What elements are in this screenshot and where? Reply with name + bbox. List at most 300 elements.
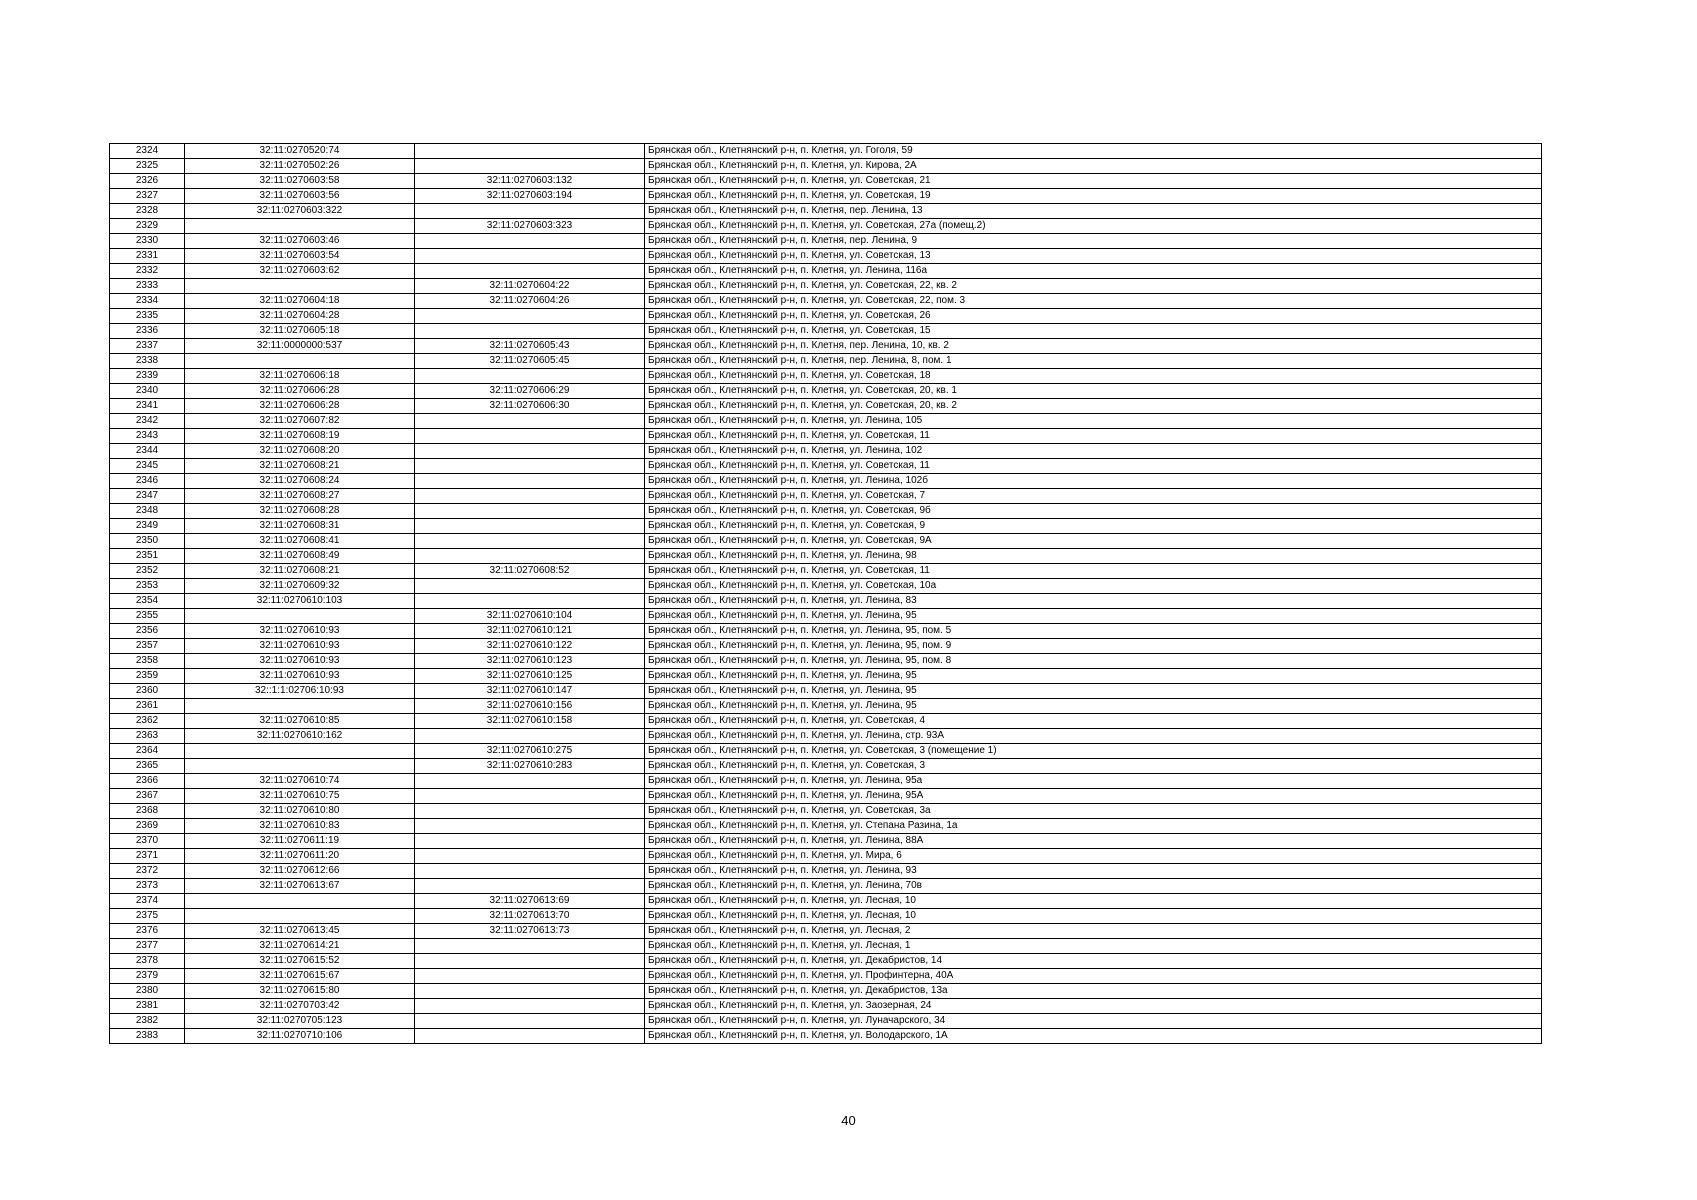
cadastral-number-cell: 32:11:0270502:26 [185,159,415,174]
row-number-cell: 2362 [110,714,185,729]
row-number-cell: 2370 [110,834,185,849]
row-number-cell: 2340 [110,384,185,399]
address-cell: Брянская обл., Клетнянский р-н, п. Клетня, ул. Ленина, 70в [645,879,1542,894]
row-number-cell: 2374 [110,894,185,909]
cadastral-number-cell: 32:11:0270608:21 [185,459,415,474]
row-number-cell: 2337 [110,339,185,354]
address-cell: Брянская обл., Клетнянский р-н, п. Клетня, ул. Советская, 19 [645,189,1542,204]
related-cadastral-number-cell: 32:11:0270610:121 [415,624,645,639]
table-row [110,999,1542,1014]
row-number-cell: 2375 [110,909,185,924]
cadastral-number-cell: 32:11:0270603:56 [185,189,415,204]
cadastral-number-cell: 32:11:0270605:18 [185,324,415,339]
cadastral-number-cell [185,894,415,909]
row-number-cell: 2343 [110,429,185,444]
table-row [110,819,1542,834]
table-row [110,969,1542,984]
related-cadastral-number-cell: 32:11:0270606:29 [415,384,645,399]
address-cell: Брянская обл., Клетнянский р-н, п. Клетня, ул. Советская, 15 [645,324,1542,339]
table-row [110,369,1542,384]
related-cadastral-number-cell [415,939,645,954]
cadastral-number-cell: 32:11:0270608:21 [185,564,415,579]
address-cell: Брянская обл., Клетнянский р-н, п. Клетня, ул. Советская, 4 [645,714,1542,729]
table-row [110,744,1542,759]
row-number-cell: 2334 [110,294,185,309]
address-cell: Брянская обл., Клетнянский р-н, п. Клетня, ул. Советская, 9 [645,519,1542,534]
table-row [110,609,1542,624]
related-cadastral-number-cell: 32:11:0270603:323 [415,219,645,234]
row-number-cell: 2381 [110,999,185,1014]
row-number-cell: 2383 [110,1029,185,1044]
row-number-cell: 2365 [110,759,185,774]
related-cadastral-number-cell [415,474,645,489]
related-cadastral-number-cell [415,414,645,429]
address-cell: Брянская обл., Клетнянский р-н, п. Клетня, ул. Ленина, стр. 93А [645,729,1542,744]
row-number-cell: 2356 [110,624,185,639]
table-row [110,714,1542,729]
related-cadastral-number-cell [415,159,645,174]
address-cell: Брянская обл., Клетнянский р-н, п. Клетня, ул. Советская, 20, кв. 1 [645,384,1542,399]
row-number-cell: 2326 [110,174,185,189]
cadastral-number-cell: 32:11:0270610:80 [185,804,415,819]
row-number-cell: 2369 [110,819,185,834]
cadastral-number-cell: 32:11:0270614:21 [185,939,415,954]
address-cell: Брянская обл., Клетнянский р-н, п. Клетня, ул. Советская, 22, пом. 3 [645,294,1542,309]
row-number-cell: 2361 [110,699,185,714]
cadastral-number-cell: 32:11:0270610:74 [185,774,415,789]
table-row [110,354,1542,369]
cadastral-number-cell: 32:11:0270610:162 [185,729,415,744]
row-number-cell: 2329 [110,219,185,234]
address-cell: Брянская обл., Клетнянский р-н, п. Клетня, ул. Ленина, 105 [645,414,1542,429]
related-cadastral-number-cell [415,729,645,744]
related-cadastral-number-cell: 32:11:0270613:73 [415,924,645,939]
related-cadastral-number-cell: 32:11:0270610:147 [415,684,645,699]
cadastral-number-cell: 32:11:0270603:46 [185,234,415,249]
address-cell: Брянская обл., Клетнянский р-н, п. Клетня, ул. Декабристов, 13а [645,984,1542,999]
table-row [110,669,1542,684]
address-cell: Брянская обл., Клетнянский р-н, п. Клетня, ул. Советская, 3 [645,759,1542,774]
address-cell: Брянская обл., Клетнянский р-н, п. Клетня, ул. Ленина, 95, пом. 5 [645,624,1542,639]
cadastral-number-cell: 32:11:0270615:67 [185,969,415,984]
related-cadastral-number-cell [415,489,645,504]
table-row [110,519,1542,534]
address-cell: Брянская обл., Клетнянский р-н, п. Клетня, ул. Советская, 11 [645,429,1542,444]
address-cell: Брянская обл., Клетнянский р-н, п. Клетня, пер. Ленина, 9 [645,234,1542,249]
cadastral-number-cell: 32:11:0270607:82 [185,414,415,429]
related-cadastral-number-cell: 32:11:0270610:275 [415,744,645,759]
cadastral-number-cell: 32:11:0270520:74 [185,144,415,159]
address-cell: Брянская обл., Клетнянский р-н, п. Клетня, ул. Кирова, 2А [645,159,1542,174]
table-row [110,639,1542,654]
cadastral-number-cell: 32:11:0270608:41 [185,534,415,549]
table-row [110,144,1542,159]
related-cadastral-number-cell [415,429,645,444]
address-cell: Брянская обл., Клетнянский р-н, п. Клетня, ул. Ленина, 83 [645,594,1542,609]
address-cell: Брянская обл., Клетнянский р-н, п. Клетня, ул. Ленина, 95А [645,789,1542,804]
related-cadastral-number-cell [415,444,645,459]
row-number-cell: 2338 [110,354,185,369]
related-cadastral-number-cell [415,504,645,519]
table-row [110,774,1542,789]
related-cadastral-number-cell [415,849,645,864]
address-cell: Брянская обл., Клетнянский р-н, п. Клетня, ул. Советская, 7 [645,489,1542,504]
address-cell: Брянская обл., Клетнянский р-н, п. Клетня, ул. Ленина, 95 [645,684,1542,699]
address-cell: Брянская обл., Клетнянский р-н, п. Клетня, ул. Советская, 3 (помещение 1) [645,744,1542,759]
related-cadastral-number-cell [415,204,645,219]
table-row [110,759,1542,774]
address-cell: Брянская обл., Клетнянский р-н, п. Клетня, ул. Ленина, 116а [645,264,1542,279]
cadastral-number-cell [185,219,415,234]
address-cell: Брянская обл., Клетнянский р-н, п. Клетня, ул. Лесная, 2 [645,924,1542,939]
cadastral-number-cell: 32:11:0000000:537 [185,339,415,354]
related-cadastral-number-cell [415,144,645,159]
related-cadastral-number-cell [415,879,645,894]
table-row [110,564,1542,579]
related-cadastral-number-cell: 32:11:0270613:69 [415,894,645,909]
table-row [110,189,1542,204]
row-number-cell: 2351 [110,549,185,564]
cadastral-number-cell: 32:11:0270611:20 [185,849,415,864]
row-number-cell: 2371 [110,849,185,864]
cadastral-number-cell: 32:11:0270606:28 [185,399,415,414]
address-cell: Брянская обл., Клетнянский р-н, п. Клетня, ул. Лесная, 10 [645,909,1542,924]
row-number-cell: 2380 [110,984,185,999]
row-number-cell: 2347 [110,489,185,504]
address-cell: Брянская обл., Клетнянский р-н, п. Клетня, ул. Ленина, 102б [645,474,1542,489]
table-row [110,924,1542,939]
cadastral-number-cell: 32:11:0270608:28 [185,504,415,519]
table-row [110,1014,1542,1029]
cadastral-number-cell: 32:11:0270610:83 [185,819,415,834]
row-number-cell: 2333 [110,279,185,294]
table-row [110,849,1542,864]
table-row [110,534,1542,549]
row-number-cell: 2367 [110,789,185,804]
cadastral-number-cell: 32:11:0270610:75 [185,789,415,804]
row-number-cell: 2364 [110,744,185,759]
row-number-cell: 2345 [110,459,185,474]
address-cell: Брянская обл., Клетнянский р-н, п. Клетня, ул. Советская, 22, кв. 2 [645,279,1542,294]
cadastral-number-cell: 32:11:0270610:93 [185,624,415,639]
row-number-cell: 2332 [110,264,185,279]
cadastral-number-cell: 32:11:0270610:103 [185,594,415,609]
row-number-cell: 2363 [110,729,185,744]
address-cell: Брянская обл., Клетнянский р-н, п. Клетня, ул. Советская, 20, кв. 2 [645,399,1542,414]
table-row [110,654,1542,669]
table-row [110,699,1542,714]
related-cadastral-number-cell [415,309,645,324]
table-row [110,624,1542,639]
related-cadastral-number-cell [415,534,645,549]
related-cadastral-number-cell: 32:11:0270605:45 [415,354,645,369]
table-row [110,504,1542,519]
table-row [110,294,1542,309]
table-row [110,219,1542,234]
row-number-cell: 2341 [110,399,185,414]
cadastral-number-cell [185,744,415,759]
cadastral-number-cell [185,609,415,624]
table-row [110,789,1542,804]
table-row [110,489,1542,504]
related-cadastral-number-cell: 32:11:0270610:123 [415,654,645,669]
row-number-cell: 2339 [110,369,185,384]
row-number-cell: 2378 [110,954,185,969]
related-cadastral-number-cell [415,984,645,999]
row-number-cell: 2382 [110,1014,185,1029]
related-cadastral-number-cell [415,969,645,984]
address-cell: Брянская обл., Клетнянский р-н, п. Клетня, ул. Луначарского, 34 [645,1014,1542,1029]
table-row [110,429,1542,444]
address-cell: Брянская обл., Клетнянский р-н, п. Клетня, ул. Лесная, 10 [645,894,1542,909]
table-row [110,909,1542,924]
address-cell: Брянская обл., Клетнянский р-н, п. Клетня, ул. Советская, 13 [645,249,1542,264]
row-number-cell: 2376 [110,924,185,939]
related-cadastral-number-cell [415,369,645,384]
address-cell: Брянская обл., Клетнянский р-н, п. Клетня, ул. Ленина, 98 [645,549,1542,564]
related-cadastral-number-cell: 32:11:0270610:122 [415,639,645,654]
cadastral-number-cell [185,759,415,774]
related-cadastral-number-cell [415,234,645,249]
table-row [110,549,1542,564]
cadastral-number-cell: 32:11:0270710:106 [185,1029,415,1044]
related-cadastral-number-cell: 32:11:0270604:22 [415,279,645,294]
row-number-cell: 2327 [110,189,185,204]
cadastral-number-cell: 32:11:0270609:32 [185,579,415,594]
related-cadastral-number-cell [415,594,645,609]
address-cell: Брянская обл., Клетнянский р-н, п. Клетня, ул. Советская, 27а (помещ.2) [645,219,1542,234]
address-cell: Брянская обл., Клетнянский р-н, п. Клетня, ул. Советская, 21 [645,174,1542,189]
table-row [110,684,1542,699]
cadastral-number-cell: 32:11:0270608:31 [185,519,415,534]
cadastral-number-cell: 32:11:0270604:28 [185,309,415,324]
related-cadastral-number-cell: 32:11:0270605:43 [415,339,645,354]
address-cell: Брянская обл., Клетнянский р-н, п. Клетня, ул. Советская, 11 [645,459,1542,474]
row-number-cell: 2335 [110,309,185,324]
related-cadastral-number-cell [415,864,645,879]
cadastral-number-cell: 32:11:0270608:19 [185,429,415,444]
table-row [110,594,1542,609]
related-cadastral-number-cell [415,324,645,339]
table-row [110,249,1542,264]
address-cell: Брянская обл., Клетнянский р-н, п. Клетня, ул. Советская, 10а [645,579,1542,594]
related-cadastral-number-cell [415,999,645,1014]
address-cell: Брянская обл., Клетнянский р-н, п. Клетня, ул. Володарского, 1А [645,1029,1542,1044]
row-number-cell: 2357 [110,639,185,654]
address-cell: Брянская обл., Клетнянский р-н, п. Клетня, ул. Советская, 11 [645,564,1542,579]
cadastral-number-cell: 32:11:0270603:322 [185,204,415,219]
cadastral-number-cell: 32:11:0270705:123 [185,1014,415,1029]
row-number-cell: 2331 [110,249,185,264]
table-row [110,954,1542,969]
related-cadastral-number-cell: 32:11:0270606:30 [415,399,645,414]
row-number-cell: 2355 [110,609,185,624]
row-number-cell: 2336 [110,324,185,339]
related-cadastral-number-cell: 32:11:0270610:104 [415,609,645,624]
table-row [110,159,1542,174]
cadastral-number-cell [185,279,415,294]
table-row [110,174,1542,189]
row-number-cell: 2366 [110,774,185,789]
related-cadastral-number-cell [415,819,645,834]
cadastral-number-cell: 32:11:0270603:58 [185,174,415,189]
table-row [110,339,1542,354]
cadastral-number-cell: 32:11:0270612:66 [185,864,415,879]
cadastral-number-cell [185,699,415,714]
address-cell: Брянская обл., Клетнянский р-н, п. Клетня, пер. Ленина, 8, пом. 1 [645,354,1542,369]
table-body [110,144,1542,1044]
related-cadastral-number-cell [415,249,645,264]
table-row [110,309,1542,324]
table-row [110,264,1542,279]
related-cadastral-number-cell: 32:11:0270603:132 [415,174,645,189]
row-number-cell: 2348 [110,504,185,519]
cadastral-number-cell: 32:11:0270604:18 [185,294,415,309]
row-number-cell: 2372 [110,864,185,879]
address-cell: Брянская обл., Клетнянский р-н, п. Клетня, ул. Лесная, 1 [645,939,1542,954]
row-number-cell: 2344 [110,444,185,459]
cadastral-number-cell: 32:11:0270613:67 [185,879,415,894]
table-row [110,939,1542,954]
row-number-cell: 2324 [110,144,185,159]
cadastral-number-cell: 32:11:0270610:93 [185,669,415,684]
related-cadastral-number-cell: 32:11:0270613:70 [415,909,645,924]
address-cell: Брянская обл., Клетнянский р-н, п. Клетня, ул. Ленина, 95 [645,609,1542,624]
address-cell: Брянская обл., Клетнянский р-н, п. Клетня, ул. Ленина, 95 [645,699,1542,714]
table-row [110,984,1542,999]
row-number-cell: 2353 [110,579,185,594]
address-cell: Брянская обл., Клетнянский р-н, п. Клетня, ул. Советская, 18 [645,369,1542,384]
row-number-cell: 2360 [110,684,185,699]
row-number-cell: 2350 [110,534,185,549]
address-cell: Брянская обл., Клетнянский р-н, п. Клетня, ул. Ленина, 102 [645,444,1542,459]
cadastral-number-cell: 32:11:0270608:27 [185,489,415,504]
cadastral-number-cell [185,354,415,369]
address-cell: Брянская обл., Клетнянский р-н, п. Клетня, ул. Степана Разина, 1а [645,819,1542,834]
address-cell: Брянская обл., Клетнянский р-н, п. Клетня, ул. Ленина, 95 [645,669,1542,684]
row-number-cell: 2330 [110,234,185,249]
related-cadastral-number-cell: 32:11:0270610:125 [415,669,645,684]
table-row [110,324,1542,339]
address-cell: Брянская обл., Клетнянский р-н, п. Клетня, ул. Мира, 6 [645,849,1542,864]
address-cell: Брянская обл., Клетнянский р-н, п. Клетня, ул. Советская, 9б [645,504,1542,519]
address-cell: Брянская обл., Клетнянский р-н, п. Клетня, ул. Советская, 3а [645,804,1542,819]
row-number-cell: 2346 [110,474,185,489]
cadastral-number-cell: 32:11:0270606:28 [185,384,415,399]
related-cadastral-number-cell: 32:11:0270610:156 [415,699,645,714]
related-cadastral-number-cell [415,519,645,534]
cadastral-number-cell: 32:11:0270611:19 [185,834,415,849]
address-cell: Брянская обл., Клетнянский р-н, п. Клетня, ул. Ленина, 95, пом. 9 [645,639,1542,654]
address-cell: Брянская обл., Клетнянский р-н, п. Клетня, ул. Советская, 9А [645,534,1542,549]
related-cadastral-number-cell [415,774,645,789]
table-row [110,279,1542,294]
row-number-cell: 2328 [110,204,185,219]
row-number-cell: 2373 [110,879,185,894]
table-row [110,234,1542,249]
table-row [110,399,1542,414]
related-cadastral-number-cell [415,579,645,594]
table-row [110,579,1542,594]
table-row [110,474,1542,489]
cadastral-number-cell: 32:11:0270603:62 [185,264,415,279]
table-row [110,204,1542,219]
address-cell: Брянская обл., Клетнянский р-н, п. Клетня, ул. Ленина, 95а [645,774,1542,789]
table-row [110,444,1542,459]
table-row [110,834,1542,849]
cadastral-number-cell: 32:11:0270606:18 [185,369,415,384]
table-row [110,879,1542,894]
cadastral-number-cell: 32:11:0270603:54 [185,249,415,264]
address-cell: Брянская обл., Клетнянский р-н, п. Клетня, ул. Заозерная, 24 [645,999,1542,1014]
address-cell: Брянская обл., Клетнянский р-н, п. Клетня, ул. Декабристов, 14 [645,954,1542,969]
cadastral-number-cell [185,909,415,924]
row-number-cell: 2377 [110,939,185,954]
related-cadastral-number-cell: 32:11:0270604:26 [415,294,645,309]
row-number-cell: 2325 [110,159,185,174]
address-cell: Брянская обл., Клетнянский р-н, п. Клетня, ул. Гоголя, 59 [645,144,1542,159]
cadastral-number-cell: 32:11:0270610:93 [185,639,415,654]
cadastral-number-cell: 32:11:0270703:42 [185,999,415,1014]
related-cadastral-number-cell [415,954,645,969]
address-cell: Брянская обл., Клетнянский р-н, п. Клетня, пер. Ленина, 10, кв. 2 [645,339,1542,354]
cadastral-number-cell: 32:11:0270610:93 [185,654,415,669]
row-number-cell: 2342 [110,414,185,429]
cadastral-number-cell: 32::1:1:02706:10:93 [185,684,415,699]
cadastral-number-cell: 32:11:0270608:20 [185,444,415,459]
cadastral-number-cell: 32:11:0270610:85 [185,714,415,729]
table-row [110,729,1542,744]
related-cadastral-number-cell [415,1029,645,1044]
table-row [110,459,1542,474]
row-number-cell: 2352 [110,564,185,579]
related-cadastral-number-cell: 32:11:0270610:283 [415,759,645,774]
cadastral-number-cell: 32:11:0270608:49 [185,549,415,564]
table-row [110,384,1542,399]
table-row [110,804,1542,819]
related-cadastral-number-cell: 32:11:0270610:158 [415,714,645,729]
row-number-cell: 2354 [110,594,185,609]
related-cadastral-number-cell [415,459,645,474]
row-number-cell: 2349 [110,519,185,534]
row-number-cell: 2368 [110,804,185,819]
cadastral-number-cell: 32:11:0270615:80 [185,984,415,999]
table-row [110,894,1542,909]
related-cadastral-number-cell: 32:11:0270608:52 [415,564,645,579]
related-cadastral-number-cell [415,549,645,564]
address-cell: Брянская обл., Клетнянский р-н, п. Клетня, ул. Ленина, 88А [645,834,1542,849]
related-cadastral-number-cell [415,789,645,804]
row-number-cell: 2379 [110,969,185,984]
address-cell: Брянская обл., Клетнянский р-н, п. Клетня, ул. Ленина, 93 [645,864,1542,879]
address-cell: Брянская обл., Клетнянский р-н, п. Клетня, ул. Профинтерна, 40А [645,969,1542,984]
cadastral-number-cell: 32:11:0270608:24 [185,474,415,489]
table-row [110,414,1542,429]
address-cell: Брянская обл., Клетнянский р-н, п. Клетня, пер. Ленина, 13 [645,204,1542,219]
cadastral-number-cell: 32:11:0270613:45 [185,924,415,939]
address-cell: Брянская обл., Клетнянский р-н, п. Клетня, ул. Ленина, 95, пом. 8 [645,654,1542,669]
row-number-cell: 2359 [110,669,185,684]
table-row [110,864,1542,879]
cadastral-number-cell: 32:11:0270615:52 [185,954,415,969]
related-cadastral-number-cell [415,804,645,819]
page-number: 40 [841,1113,856,1128]
address-cell: Брянская обл., Клетнянский р-н, п. Клетня, ул. Советская, 26 [645,309,1542,324]
property-table [109,143,1542,1044]
table-row [110,1029,1542,1044]
related-cadastral-number-cell: 32:11:0270603:194 [415,189,645,204]
related-cadastral-number-cell [415,264,645,279]
